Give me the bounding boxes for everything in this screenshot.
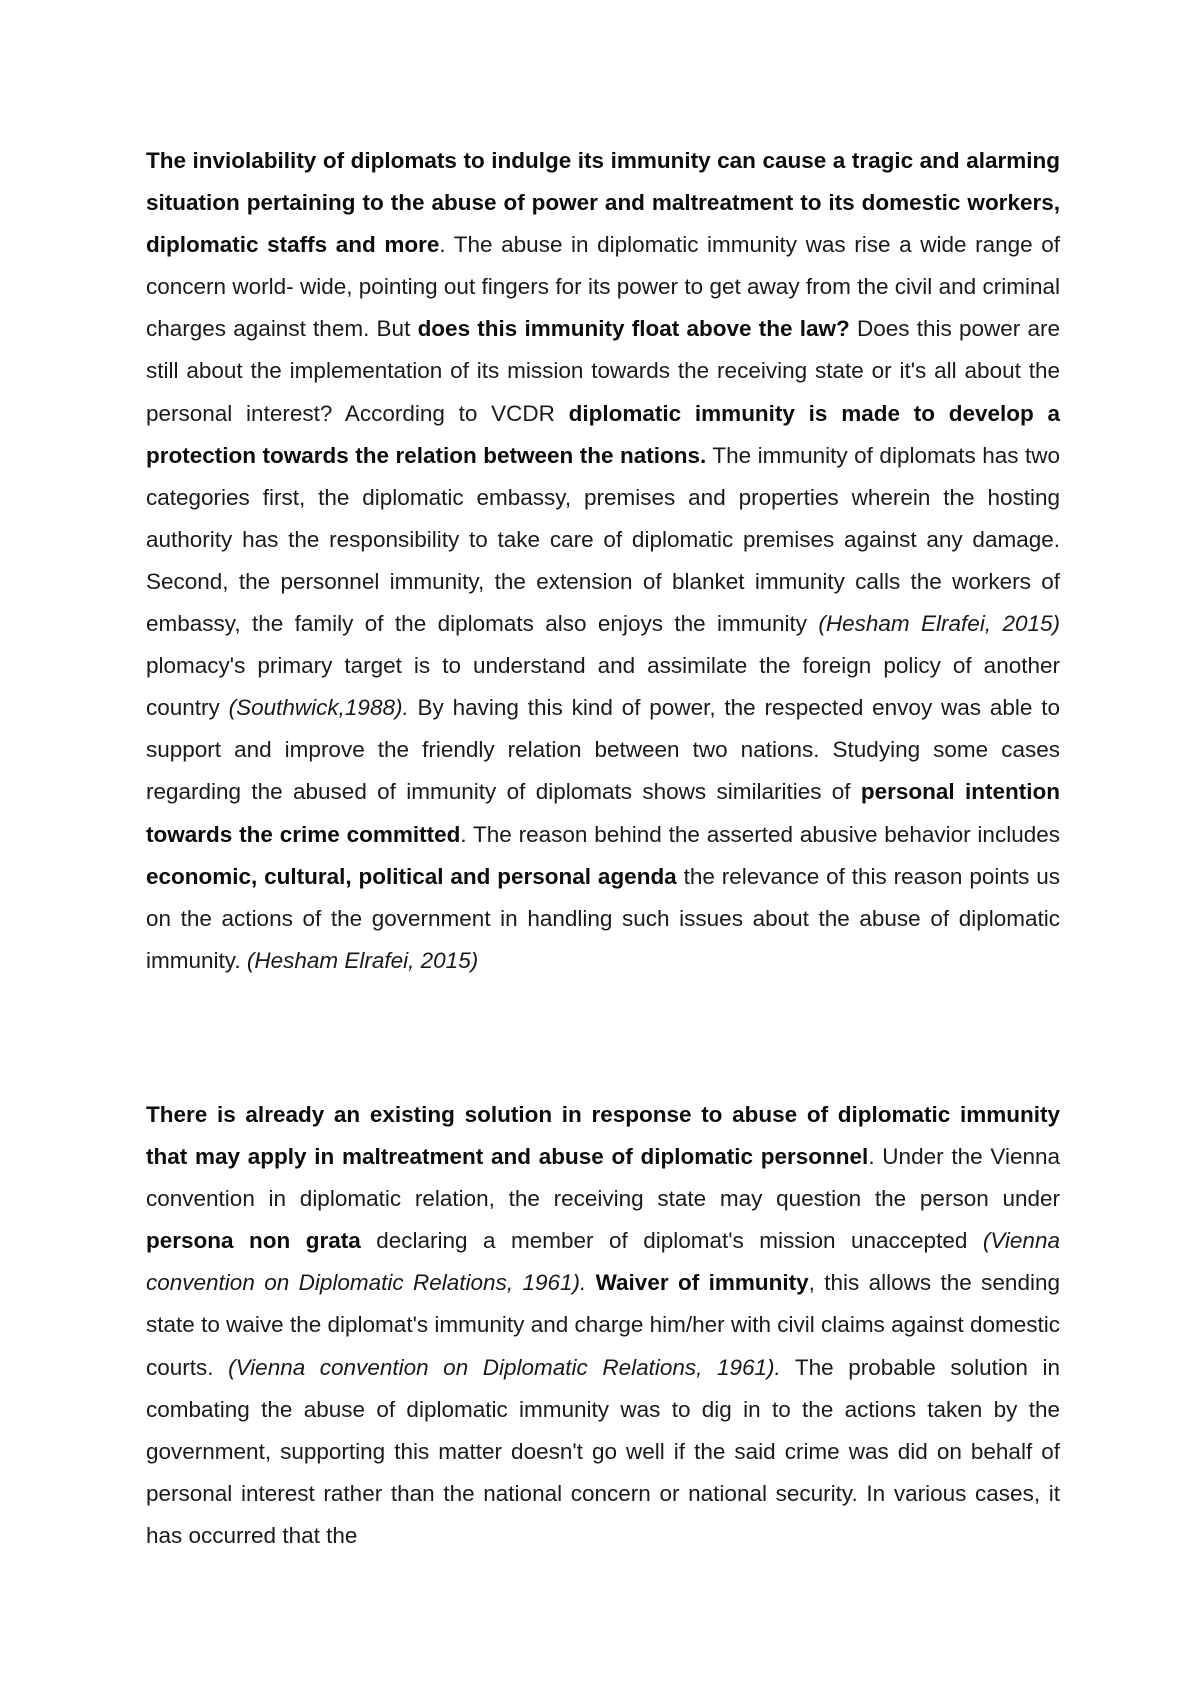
text-segment: declaring a member of diplomat's mission unaccepted xyxy=(360,1228,983,1254)
text-segment: . Under the Vienna convention in diplomatic relation, the receiving state may question the person under xyxy=(146,1144,1060,1212)
paragraph-1 xyxy=(146,140,1060,982)
citation: (Vienna convention on Diplomatic Relations, 1961). xyxy=(228,1354,781,1380)
citation: (Hesham Elrafei, 2015) xyxy=(246,947,479,973)
text-segment-bold: does this immunity float above the law? xyxy=(417,316,850,342)
text-segment: By having this kind of power, the respected envoy was able to support and improve the friendly relation between two nations. Studying some cases regarding the abused of immunity of diplomats shows similarities of xyxy=(146,695,1060,805)
text-segment: . The abuse in diplomatic immunity was rise a wide range of concern world- wide, pointing out fingers for its power to get away from the civil and criminal charges against them. But xyxy=(146,232,1060,342)
citation: (Hesham Elrafei, 2015) xyxy=(818,611,1060,637)
paragraph-2 xyxy=(146,1094,1060,1557)
text-segment: The probable solution in combating the abuse of diplomatic immunity was to dig in to the actions taken by the government, supporting this matter doesn't go well if the said crime was did on behalf of personal interest rather than the national concern or national security. In various cases, it has occurred that the xyxy=(146,1354,1060,1548)
text-segment-bold: The inviolability of diplomats to indulge its immunity can cause a tragic and alarming situation pertaining to the abuse of power and maltreatment to its domestic workers, diplomatic staffs and more xyxy=(146,148,1060,258)
text-segment-bold: persona non grata xyxy=(146,1228,361,1254)
text-segment xyxy=(586,1270,595,1295)
text-segment: The immunity of diplomats has two categories first, the diplomatic embassy, premises and properties wherein the hosting authority has the responsibility to take care of diplomatic premises against any damage. Second, the personnel immunity, the extension of blanket immunity calls the workers of embassy, the family of the diplomats also enjoys the immunity xyxy=(146,442,1061,637)
citation: (Vienna convention on Diplomatic Relations, 1961). xyxy=(146,1228,1060,1296)
text-segment-bold: personal intention towards the crime committed xyxy=(146,779,1060,847)
text-segment-bold: There is already an existing solution in response to abuse of diplomatic immunity that may apply in maltreatment and abuse of diplomatic personnel xyxy=(146,1102,1060,1170)
text-segment: the relevance of this reason points us on the actions of the government in handling such issues about the abuse of diplomatic immunity. xyxy=(146,863,1060,973)
text-segment: , this allows the sending state to waive the diplomat's immunity and charge him/her with civil claims against domestic courts. xyxy=(146,1270,1060,1380)
text-segment-bold: diplomatic immunity is made to develop a protection towards the relation between the nations. xyxy=(146,400,1060,468)
text-segment: . The reason behind the asserted abusive behavior includes xyxy=(460,821,1060,847)
text-segment: plomacy's primary target is to understand and assimilate the foreign policy of another country xyxy=(146,653,1060,721)
text-segment-bold: economic, cultural, political and personal agenda xyxy=(146,863,677,889)
citation: (Southwick,1988). xyxy=(228,695,409,721)
text-segment-bold: Waiver of immunity xyxy=(595,1270,809,1296)
text-segment: Does this power are still about the implementation of its mission towards the receiving state or it's all about the personal interest? According to VCDR xyxy=(146,316,1060,426)
